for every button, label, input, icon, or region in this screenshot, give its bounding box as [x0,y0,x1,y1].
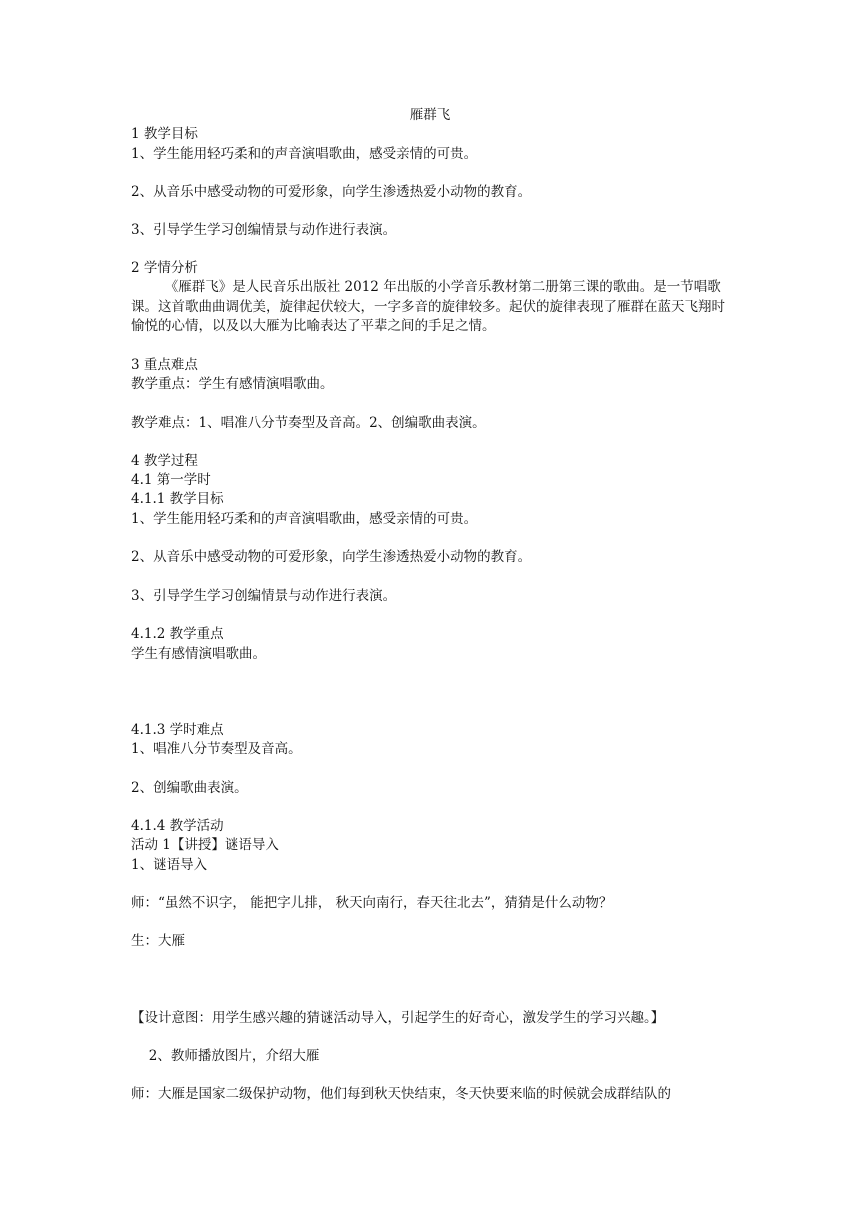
doc-title: 雁群飞 [409,107,451,123]
key-point-text: 教学重点：学生有感情演唱歌曲。 [131,376,334,392]
difficult-point-text: 教学难点：1、唱准八分节奏型及音高。2、创编歌曲表演。 [131,415,486,431]
objective-item-1: 1、学生能用轻巧柔和的声音演唱歌曲，感受亲情的可贵。 [131,146,478,162]
section-heading-analysis: 2 学情分析 [131,260,198,276]
section-heading-key-points: 3 重点难点 [131,357,198,373]
activity-step-2: 2、教师播放图片，介绍大雁 [131,1048,320,1064]
teacher-intro: 师：大雁是国家二级保护动物，他们每到秋天快结束，冬天快要来临的时候就会成群结队的 [131,1086,671,1102]
subsection-heading-objectives: 4.1.1 教学目标 [131,491,224,507]
activity-title: 活动 1【讲授】谜语导入 [131,837,279,853]
period-objective-item-2: 2、从音乐中感受动物的可爱形象，向学生渗透热爱小动物的教育。 [131,549,532,565]
period-objective-item-3: 3、引导学生学习创编情景与动作进行表演。 [131,588,397,604]
activity-step-1: 1、谜语导入 [131,857,208,873]
difficult-item-2: 2、创编歌曲表演。 [131,780,248,796]
subsection-heading-activities: 4.1.4 教学活动 [131,818,224,834]
student-answer: 生：大雁 [131,933,185,949]
analysis-paragraph: 《雁群飞》是人民音乐出版社 2012 年出版的小学音乐教材第二册第三课的歌曲。是一节唱歌课。这首歌曲曲调优美，旋律起伏较大，一字多音的旋律较多。起伏的旋律表现了雁群在蓝天飞翔时愉悦的心情，以及以大雁为比喻表达了平辈之间的手足之情。 [131,279,725,334]
subsection-heading-key: 4.1.2 教学重点 [131,626,224,642]
period-objective-item-1: 1、学生能用轻巧柔和的声音演唱歌曲，感受亲情的可贵。 [131,511,478,527]
subsection-heading-first-period: 4.1 第一学时 [131,472,211,488]
objective-item-2: 2、从音乐中感受动物的可爱形象，向学生渗透热爱小动物的教育。 [131,184,532,200]
section-heading-process: 4 教学过程 [131,453,198,469]
difficult-item-1: 1、唱准八分节奏型及音高。 [131,741,302,757]
teacher-riddle: 师：“虽然不识字， 能把字儿排， 秋天向南行，春天往北去”，猜猜是什么动物？ [131,895,613,911]
design-intent: 【设计意图：用学生感兴趣的猜谜活动导入，引起学生的好奇心，激发学生的学习兴趣。】 [131,1010,665,1026]
objective-item-3: 3、引导学生学习创编情景与动作进行表演。 [131,222,397,238]
section-heading-objectives: 1 教学目标 [131,126,198,142]
subsection-heading-difficult: 4.1.3 学时难点 [131,722,224,738]
period-key-text: 学生有感情演唱歌曲。 [131,646,266,662]
